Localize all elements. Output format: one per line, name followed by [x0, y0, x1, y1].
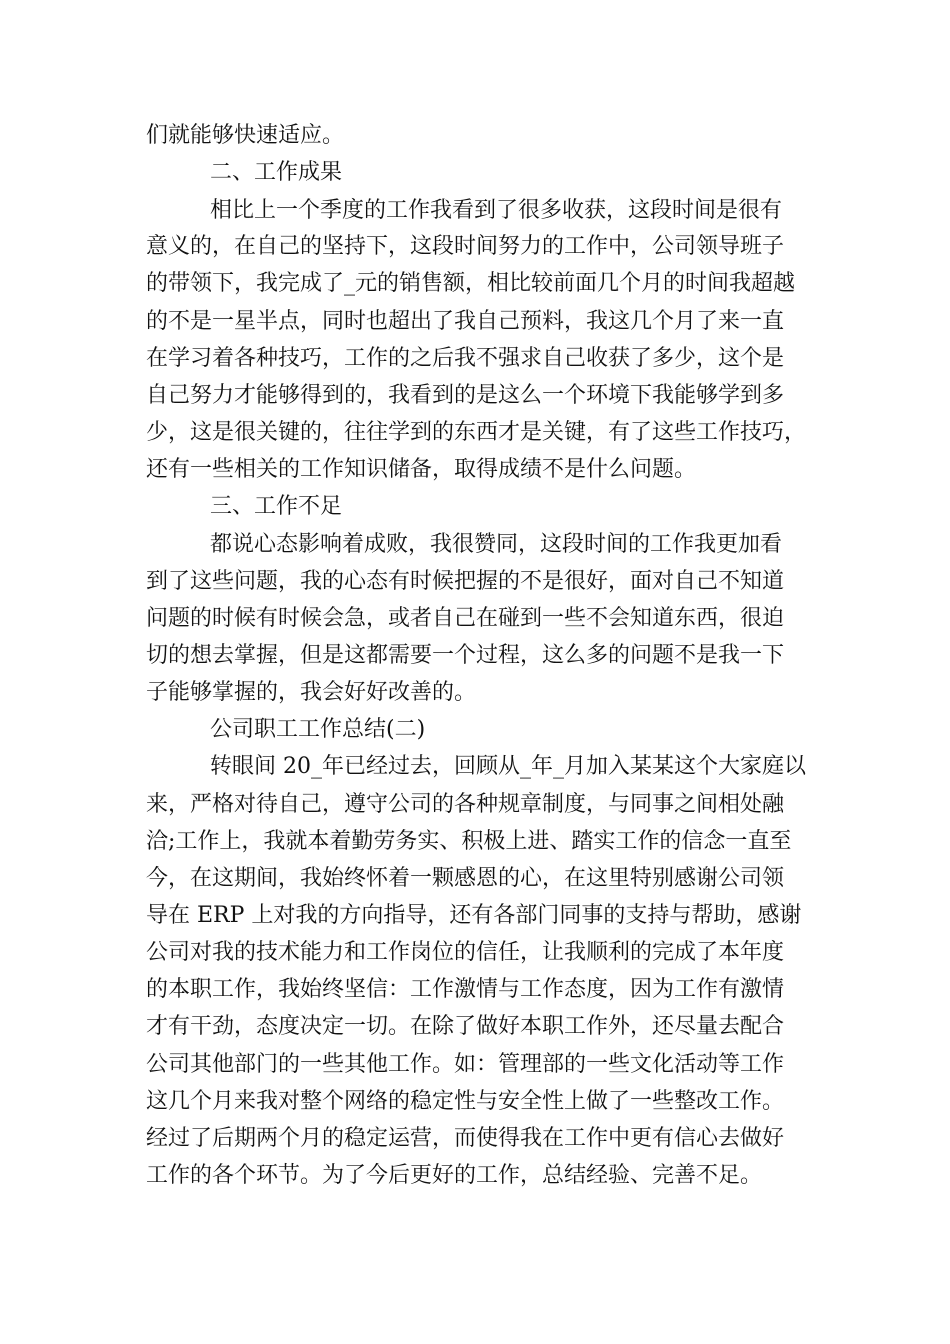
text-line: 子能够掌握的，我会好好改善的。 — [146, 680, 477, 705]
text-line: 切的想去掌握，但是这都需要一个过程，这么多的问题不是我一下 — [146, 643, 785, 668]
text-line: 相比上一个季度的工作我看到了很多收获，这段时间是很有 — [210, 198, 783, 223]
text-line: 公司其他部门的一些其他工作。如：管理部的一些文化活动等工作 — [146, 1052, 785, 1077]
text-line: 都说心态影响着成败，我很赞同，这段时间的工作我更加看 — [210, 532, 783, 557]
text-line: 问题的时候有时候会急，或者自己在碰到一些不会知道东西，很迫 — [146, 606, 785, 631]
text-line: 洽;工作上，我就本着勤劳务实、积极上进、踏实工作的信念一直至 — [146, 829, 792, 854]
text-line: 意义的，在自己的坚持下，这段时间努力的工作中，公司领导班子 — [146, 234, 785, 259]
text-line: 公司对我的技术能力和工作岗位的信任，让我顺利的完成了本年度 — [146, 940, 785, 965]
text-line: 自己努力才能够得到的，我看到的是这么一个环境下我能够学到多 — [146, 383, 785, 408]
text-line: 们就能够快速适应。 — [146, 123, 345, 148]
text-line: 来，严格对待自己，遵守公司的各种规章制度，与同事之间相处融 — [146, 792, 785, 817]
text-line: 在学习着各种技巧，工作的之后我不强求自己收获了多少，这个是 — [146, 346, 785, 371]
text-line: 工作的各个环节。为了今后更好的工作，总结经验、完善不足。 — [146, 1163, 763, 1188]
text-line: 的本职工作，我始终坚信：工作激情与工作态度，因为工作有激情 — [146, 977, 785, 1002]
text-line: 今，在这期间，我始终怀着一颗感恩的心，在这里特别感谢公司领 — [146, 866, 785, 891]
text-line: 转眼间 20_年已经过去，回顾从_年_月加入某某这个大家庭以 — [210, 754, 806, 779]
text-line: 经过了后期两个月的稳定运营，而使得我在工作中更有信心去做好 — [146, 1126, 785, 1151]
text-line: 少，这是很关键的，往往学到的东西才是关键，有了这些工作技巧， — [146, 420, 807, 445]
text-line: 还有一些相关的工作知识储备，取得成绩不是什么问题。 — [146, 457, 697, 482]
text-line: 导在 ERP 上对我的方向指导，还有各部门同事的支持与帮助，感谢 — [146, 903, 802, 928]
section-heading: 三、工作不足 — [210, 494, 343, 519]
section-heading: 公司职工工作总结(二) — [210, 717, 426, 742]
text-line: 这几个月来我对整个网络的稳定性与安全性上做了一些整改工作。 — [146, 1089, 785, 1114]
text-line: 到了这些问题，我的心态有时候把握的不是很好，面对自己不知道 — [146, 569, 785, 594]
text-line: 才有干劲，态度决定一切。在除了做好本职工作外，还尽量去配合 — [146, 1014, 785, 1039]
text-line: 的不是一星半点，同时也超出了我自己预料，我这几个月了来一直 — [146, 309, 785, 334]
section-heading: 二、工作成果 — [210, 160, 343, 185]
text-line: 的带领下，我完成了_元的销售额，相比较前面几个月的时间我超越 — [146, 271, 796, 296]
